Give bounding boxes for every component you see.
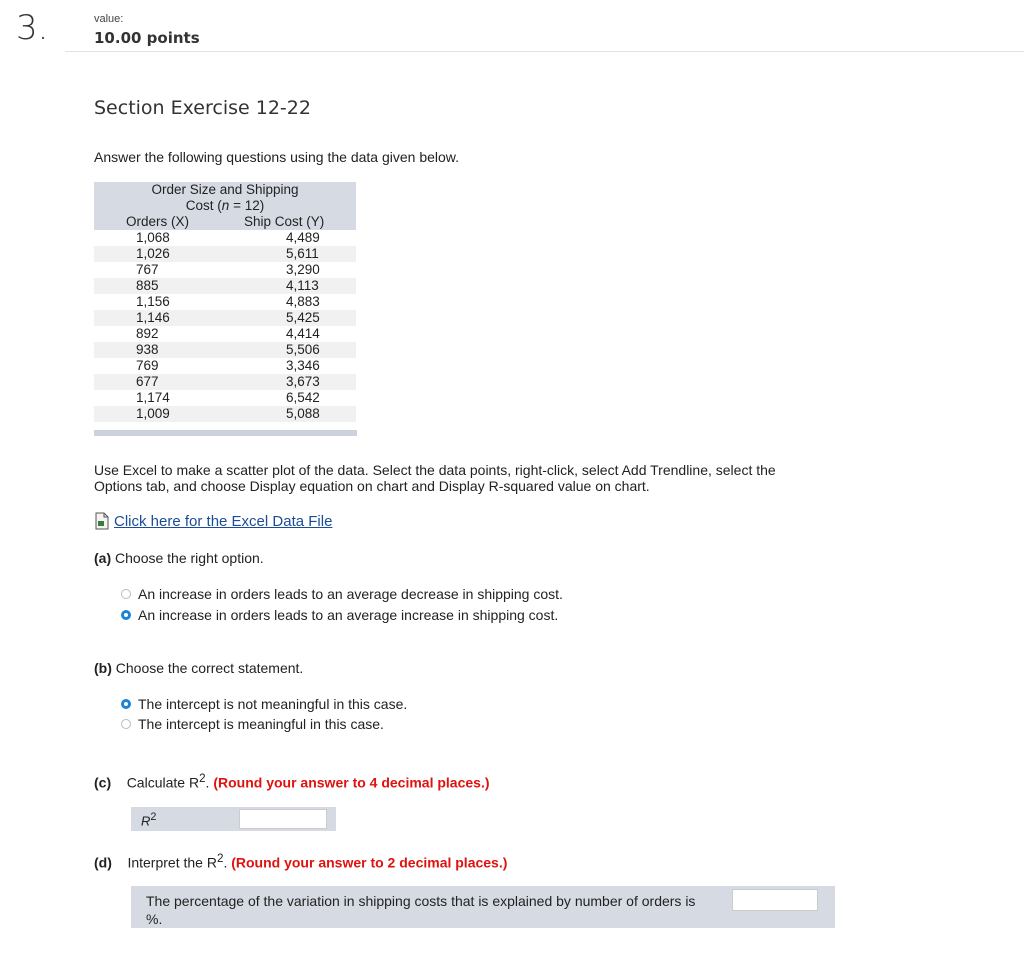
part-a-prompt: (a) Choose the right option.: [94, 550, 264, 566]
ship-cost-cell: 5,611: [224, 246, 356, 262]
table-row: [94, 278, 356, 294]
radio-button[interactable]: [121, 589, 131, 599]
orders-cell: 677: [94, 374, 224, 390]
orders-cell: 1,174: [136, 390, 170, 405]
question-points: 10.00 points: [94, 29, 200, 47]
table-row: [94, 310, 356, 326]
ship-cost-cell: 3,346: [286, 358, 320, 373]
radio-button-selected[interactable]: [121, 699, 131, 709]
table-row: [94, 406, 356, 422]
column-header-cost: Ship Cost (Y): [224, 214, 356, 230]
instructions-text: Use Excel to make a scatter plot of the data. Select the data points, right-click, select Add Trendline, select the Options tab, and choose Display equation on chart and Display R-squared value on chart.: [94, 462, 776, 494]
table-row: [94, 390, 356, 406]
orders-cell: 1,146: [94, 310, 224, 326]
part-b-option-1[interactable]: The intercept is not meaningful in this case.: [121, 696, 407, 712]
exercise-title: Section Exercise 12-22: [94, 97, 311, 119]
r-squared-label: $R^2$: [141, 811, 157, 829]
ship-cost-cell: 6,542: [286, 390, 320, 405]
part-b-prompt: (b) Choose the correct statement.: [94, 660, 304, 676]
orders-cell: 1,009: [94, 406, 224, 422]
table-row: [94, 262, 356, 278]
table-row: [94, 342, 356, 358]
ship-cost-cell: 5,088: [224, 406, 356, 422]
data-table: [94, 182, 356, 422]
table-caption-line1: Order Size and Shipping: [94, 182, 356, 198]
excel-data-link[interactable]: [94, 512, 332, 530]
table-row: [94, 374, 356, 390]
orders-cell: 767: [136, 262, 159, 277]
ship-cost-cell: 4,414: [286, 326, 320, 341]
interpretation-sentence: The percentage of the variation in shipping costs that is explained by number of orders is %.: [146, 893, 696, 927]
r-squared-input[interactable]: [239, 809, 327, 829]
header-divider: [65, 51, 1024, 52]
orders-cell: 885: [94, 278, 224, 294]
orders-cell: 1,026: [94, 246, 224, 262]
radio-button[interactable]: [121, 719, 131, 729]
ship-cost-cell: 3,673: [224, 374, 356, 390]
table-row: [94, 294, 356, 310]
part-a-option-2[interactable]: An increase in orders leads to an average increase in shipping cost.: [121, 607, 558, 623]
intro-text: Answer the following questions using the data given below.: [94, 149, 460, 165]
ship-cost-cell: 3,290: [286, 262, 320, 277]
table-row: [94, 326, 356, 342]
percentage-input[interactable]: [732, 889, 818, 911]
orders-cell: 1,156: [136, 294, 170, 309]
table-footer-bar: [94, 430, 357, 436]
part-a-option-1[interactable]: An increase in orders leads to an average decrease in shipping cost.: [121, 586, 563, 602]
value-label: value:: [94, 13, 124, 25]
ship-cost-cell: 4,113: [224, 278, 356, 294]
document-icon: [94, 512, 110, 530]
orders-cell: 892: [136, 326, 159, 341]
radio-button-selected[interactable]: [121, 610, 131, 620]
orders-cell: 769: [136, 358, 159, 373]
rounding-note: (Round your answer to 4 decimal places.): [213, 774, 490, 791]
ship-cost-cell: 4,883: [286, 294, 320, 309]
part-b-option-2[interactable]: The intercept is meaningful in this case.: [121, 716, 384, 732]
question-number: 3.: [16, 8, 49, 48]
r-squared-answer-box: [131, 807, 336, 831]
rounding-note: (Round your answer to 2 decimal places.): [231, 854, 508, 871]
part-d-prompt: (d) Interpret the $R^2$. (Round your answer to 2 decimal places.): [94, 852, 508, 871]
orders-cell: 1,068: [136, 230, 170, 245]
ship-cost-cell: 4,489: [286, 230, 320, 245]
table-caption-line2: Cost (n = 12): [94, 198, 356, 214]
table-row: [94, 358, 356, 374]
ship-cost-cell: 5,506: [224, 342, 356, 358]
table-row: [94, 230, 356, 246]
table-row: [94, 246, 356, 262]
interpretation-answer-box: [131, 886, 835, 928]
ship-cost-cell: 5,425: [224, 310, 356, 326]
orders-cell: 938: [94, 342, 224, 358]
column-header-orders: Orders (X): [94, 214, 224, 230]
excel-link-text[interactable]: Click here for the Excel Data File: [114, 512, 333, 530]
part-c-prompt: (c) Calculate $R^2$. (Round your answer to 4 decimal places.): [94, 772, 490, 791]
